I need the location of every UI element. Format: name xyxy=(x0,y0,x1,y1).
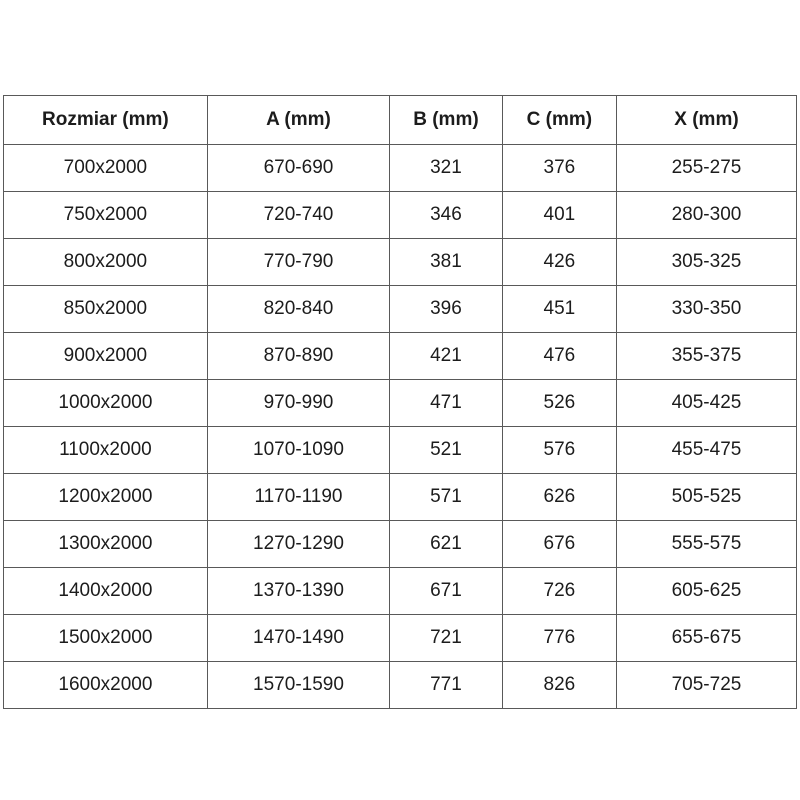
table-cell: 355-375 xyxy=(616,333,796,380)
table-cell: 800x2000 xyxy=(4,239,208,286)
table-cell: 1070-1090 xyxy=(207,427,389,474)
table-cell: 820-840 xyxy=(207,286,389,333)
table-cell: 1170-1190 xyxy=(207,474,389,521)
table-cell: 726 xyxy=(502,568,616,615)
header-x: X (mm) xyxy=(616,96,796,145)
table-cell: 421 xyxy=(390,333,503,380)
table-cell: 381 xyxy=(390,239,503,286)
table-cell: 655-675 xyxy=(616,615,796,662)
table-cell: 1500x2000 xyxy=(4,615,208,662)
table-row xyxy=(4,521,797,568)
table-cell: 555-575 xyxy=(616,521,796,568)
table-cell: 776 xyxy=(502,615,616,662)
table-cell: 396 xyxy=(390,286,503,333)
table-cell: 451 xyxy=(502,286,616,333)
table-cell: 771 xyxy=(390,662,503,709)
table-cell: 1000x2000 xyxy=(4,380,208,427)
table-cell: 330-350 xyxy=(616,286,796,333)
table-cell: 670-690 xyxy=(207,145,389,192)
table-cell: 1470-1490 xyxy=(207,615,389,662)
table-cell: 900x2000 xyxy=(4,333,208,380)
table-cell: 720-740 xyxy=(207,192,389,239)
table-row xyxy=(4,192,797,239)
table-row xyxy=(4,286,797,333)
table-cell: 1100x2000 xyxy=(4,427,208,474)
header-a: A (mm) xyxy=(207,96,389,145)
table-cell: 721 xyxy=(390,615,503,662)
table-cell: 750x2000 xyxy=(4,192,208,239)
table-cell: 705-725 xyxy=(616,662,796,709)
table-cell: 826 xyxy=(502,662,616,709)
header-c: C (mm) xyxy=(502,96,616,145)
table-cell: 426 xyxy=(502,239,616,286)
table-cell: 870-890 xyxy=(207,333,389,380)
table-cell: 1300x2000 xyxy=(4,521,208,568)
table-row xyxy=(4,662,797,709)
table-cell: 526 xyxy=(502,380,616,427)
table-cell: 850x2000 xyxy=(4,286,208,333)
table-cell: 676 xyxy=(502,521,616,568)
table-row xyxy=(4,615,797,662)
table-cell: 476 xyxy=(502,333,616,380)
size-specification-table xyxy=(3,95,797,709)
table-cell: 1270-1290 xyxy=(207,521,389,568)
table-cell: 1200x2000 xyxy=(4,474,208,521)
table-cell: 571 xyxy=(390,474,503,521)
table-row xyxy=(4,474,797,521)
table-cell: 305-325 xyxy=(616,239,796,286)
table-cell: 521 xyxy=(390,427,503,474)
table-cell: 401 xyxy=(502,192,616,239)
table-row xyxy=(4,239,797,286)
table-row xyxy=(4,145,797,192)
table-cell: 970-990 xyxy=(207,380,389,427)
table-cell: 455-475 xyxy=(616,427,796,474)
table-cell: 346 xyxy=(390,192,503,239)
table-cell: 626 xyxy=(502,474,616,521)
table-cell: 1370-1390 xyxy=(207,568,389,615)
table-row xyxy=(4,380,797,427)
table-row xyxy=(4,427,797,474)
table-row xyxy=(4,568,797,615)
table-cell: 1400x2000 xyxy=(4,568,208,615)
spec-table-body xyxy=(4,145,797,709)
table-cell: 321 xyxy=(390,145,503,192)
header-row xyxy=(4,96,797,145)
table-cell: 376 xyxy=(502,145,616,192)
header-rozmiar: Rozmiar (mm) xyxy=(4,96,208,145)
table-cell: 471 xyxy=(390,380,503,427)
table-cell: 621 xyxy=(390,521,503,568)
table-cell: 700x2000 xyxy=(4,145,208,192)
table-cell: 605-625 xyxy=(616,568,796,615)
size-table-container xyxy=(3,95,797,709)
table-cell: 405-425 xyxy=(616,380,796,427)
table-cell: 505-525 xyxy=(616,474,796,521)
table-cell: 280-300 xyxy=(616,192,796,239)
table-row xyxy=(4,333,797,380)
table-cell: 576 xyxy=(502,427,616,474)
header-b: B (mm) xyxy=(390,96,503,145)
table-cell: 671 xyxy=(390,568,503,615)
table-cell: 1600x2000 xyxy=(4,662,208,709)
table-cell: 770-790 xyxy=(207,239,389,286)
table-cell: 255-275 xyxy=(616,145,796,192)
table-cell: 1570-1590 xyxy=(207,662,389,709)
